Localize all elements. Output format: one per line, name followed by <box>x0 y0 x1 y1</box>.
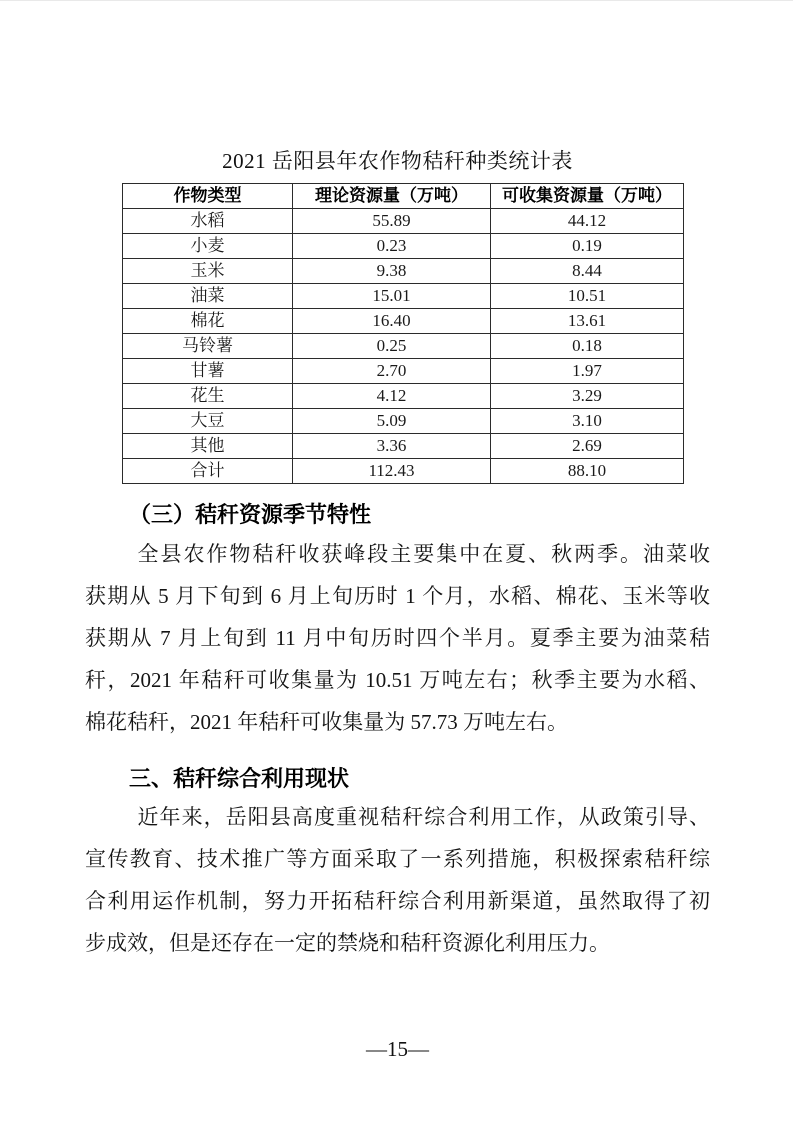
theoretical-value-cell: 2.70 <box>293 359 491 384</box>
paragraph-line: 全县农作物秸秆收获峰段主要集中在夏、秋两季。油菜收 <box>137 542 710 566</box>
theoretical-value-cell: 15.01 <box>293 284 491 309</box>
paragraph-seasonal-characteristics <box>85 533 710 743</box>
section-heading-seasonal-characteristics: （三）秸秆资源季节特性 <box>129 502 372 527</box>
section-heading-utilization-status: 三、秸秆综合利用现状 <box>129 766 350 791</box>
table-row <box>123 409 684 434</box>
table-row <box>123 234 684 259</box>
col-header-collectible-resource: 可收集资源量（万吨） <box>491 184 684 209</box>
theoretical-value-cell: 4.12 <box>293 384 491 409</box>
crop-name-cell: 玉米 <box>123 259 293 284</box>
collectible-value-cell: 0.19 <box>491 234 684 259</box>
paragraph-line: 宣传教育、技术推广等方面采取了一系列措施，积极探索秸秆综 <box>85 847 710 871</box>
table-row <box>123 384 684 409</box>
collectible-value-cell: 10.51 <box>491 284 684 309</box>
collectible-value-cell: 3.10 <box>491 409 684 434</box>
crop-name-cell: 花生 <box>123 384 293 409</box>
crop-name-cell: 水稻 <box>123 209 293 234</box>
collectible-value-cell: 8.44 <box>491 259 684 284</box>
collectible-value-cell: 0.18 <box>491 334 684 359</box>
table-row <box>123 284 684 309</box>
theoretical-value-cell: 0.23 <box>293 234 491 259</box>
crop-name-cell: 马铃薯 <box>123 334 293 359</box>
collectible-value-cell: 1.97 <box>491 359 684 384</box>
paragraph-line: 获期从 5 月下旬到 6 月上旬历时 1 个月，水稻、棉花、玉米等收 <box>85 584 710 608</box>
collectible-value-cell: 2.69 <box>491 434 684 459</box>
paragraph-line: 步成效，但是还存在一定的禁烧和秸秆资源化利用压力。 <box>85 931 610 955</box>
page-number: —15— <box>366 1037 429 1061</box>
crop-name-cell: 合计 <box>123 459 293 484</box>
theoretical-value-cell: 16.40 <box>293 309 491 334</box>
page-title: 2021 岳阳县年农作物秸秆种类统计表 <box>222 149 573 173</box>
theoretical-value-cell: 9.38 <box>293 259 491 284</box>
table-header-row <box>123 184 684 209</box>
paragraph-line: 获期从 7 月上旬到 11 月中旬历时四个半月。夏季主要为油菜秸 <box>85 626 710 650</box>
crop-name-cell: 棉花 <box>123 309 293 334</box>
table-row <box>123 359 684 384</box>
document-page <box>0 1 793 1064</box>
collectible-value-cell: 44.12 <box>491 209 684 234</box>
paragraph-line: 合利用运作机制，努力开拓秸秆综合利用新渠道，虽然取得了初 <box>85 889 710 913</box>
crop-name-cell: 其他 <box>123 434 293 459</box>
crop-name-cell: 大豆 <box>123 409 293 434</box>
theoretical-value-cell: 3.36 <box>293 434 491 459</box>
table-row <box>123 334 684 359</box>
theoretical-value-cell: 55.89 <box>293 209 491 234</box>
theoretical-value-cell: 5.09 <box>293 409 491 434</box>
theoretical-value-cell: 0.25 <box>293 334 491 359</box>
col-header-crop-type: 作物类型 <box>123 184 293 209</box>
crop-name-cell: 甘薯 <box>123 359 293 384</box>
col-header-theoretical-resource: 理论资源量（万吨） <box>293 184 491 209</box>
crop-name-cell: 油菜 <box>123 284 293 309</box>
collectible-value-cell: 13.61 <box>491 309 684 334</box>
table-row <box>123 259 684 284</box>
paragraph-utilization-status <box>85 796 710 964</box>
table-row <box>123 434 684 459</box>
paragraph-line: 近年来，岳阳县高度重视秸秆综合利用工作，从政策引导、 <box>137 805 710 829</box>
theoretical-value-cell: 112.43 <box>293 459 491 484</box>
paragraph-line: 秆，2021 年秸秆可收集量为 10.51 万吨左右；秋季主要为水稻、 <box>85 668 710 692</box>
table-row <box>123 309 684 334</box>
straw-statistics-table <box>122 183 684 484</box>
table-row-total <box>123 459 684 484</box>
straw-statistics-table-container <box>122 183 710 484</box>
paragraph-line: 棉花秸秆，2021 年秸秆可收集量为 57.73 万吨左右。 <box>85 710 568 734</box>
collectible-value-cell: 3.29 <box>491 384 684 409</box>
crop-name-cell: 小麦 <box>123 234 293 259</box>
collectible-value-cell: 88.10 <box>491 459 684 484</box>
table-row <box>123 209 684 234</box>
